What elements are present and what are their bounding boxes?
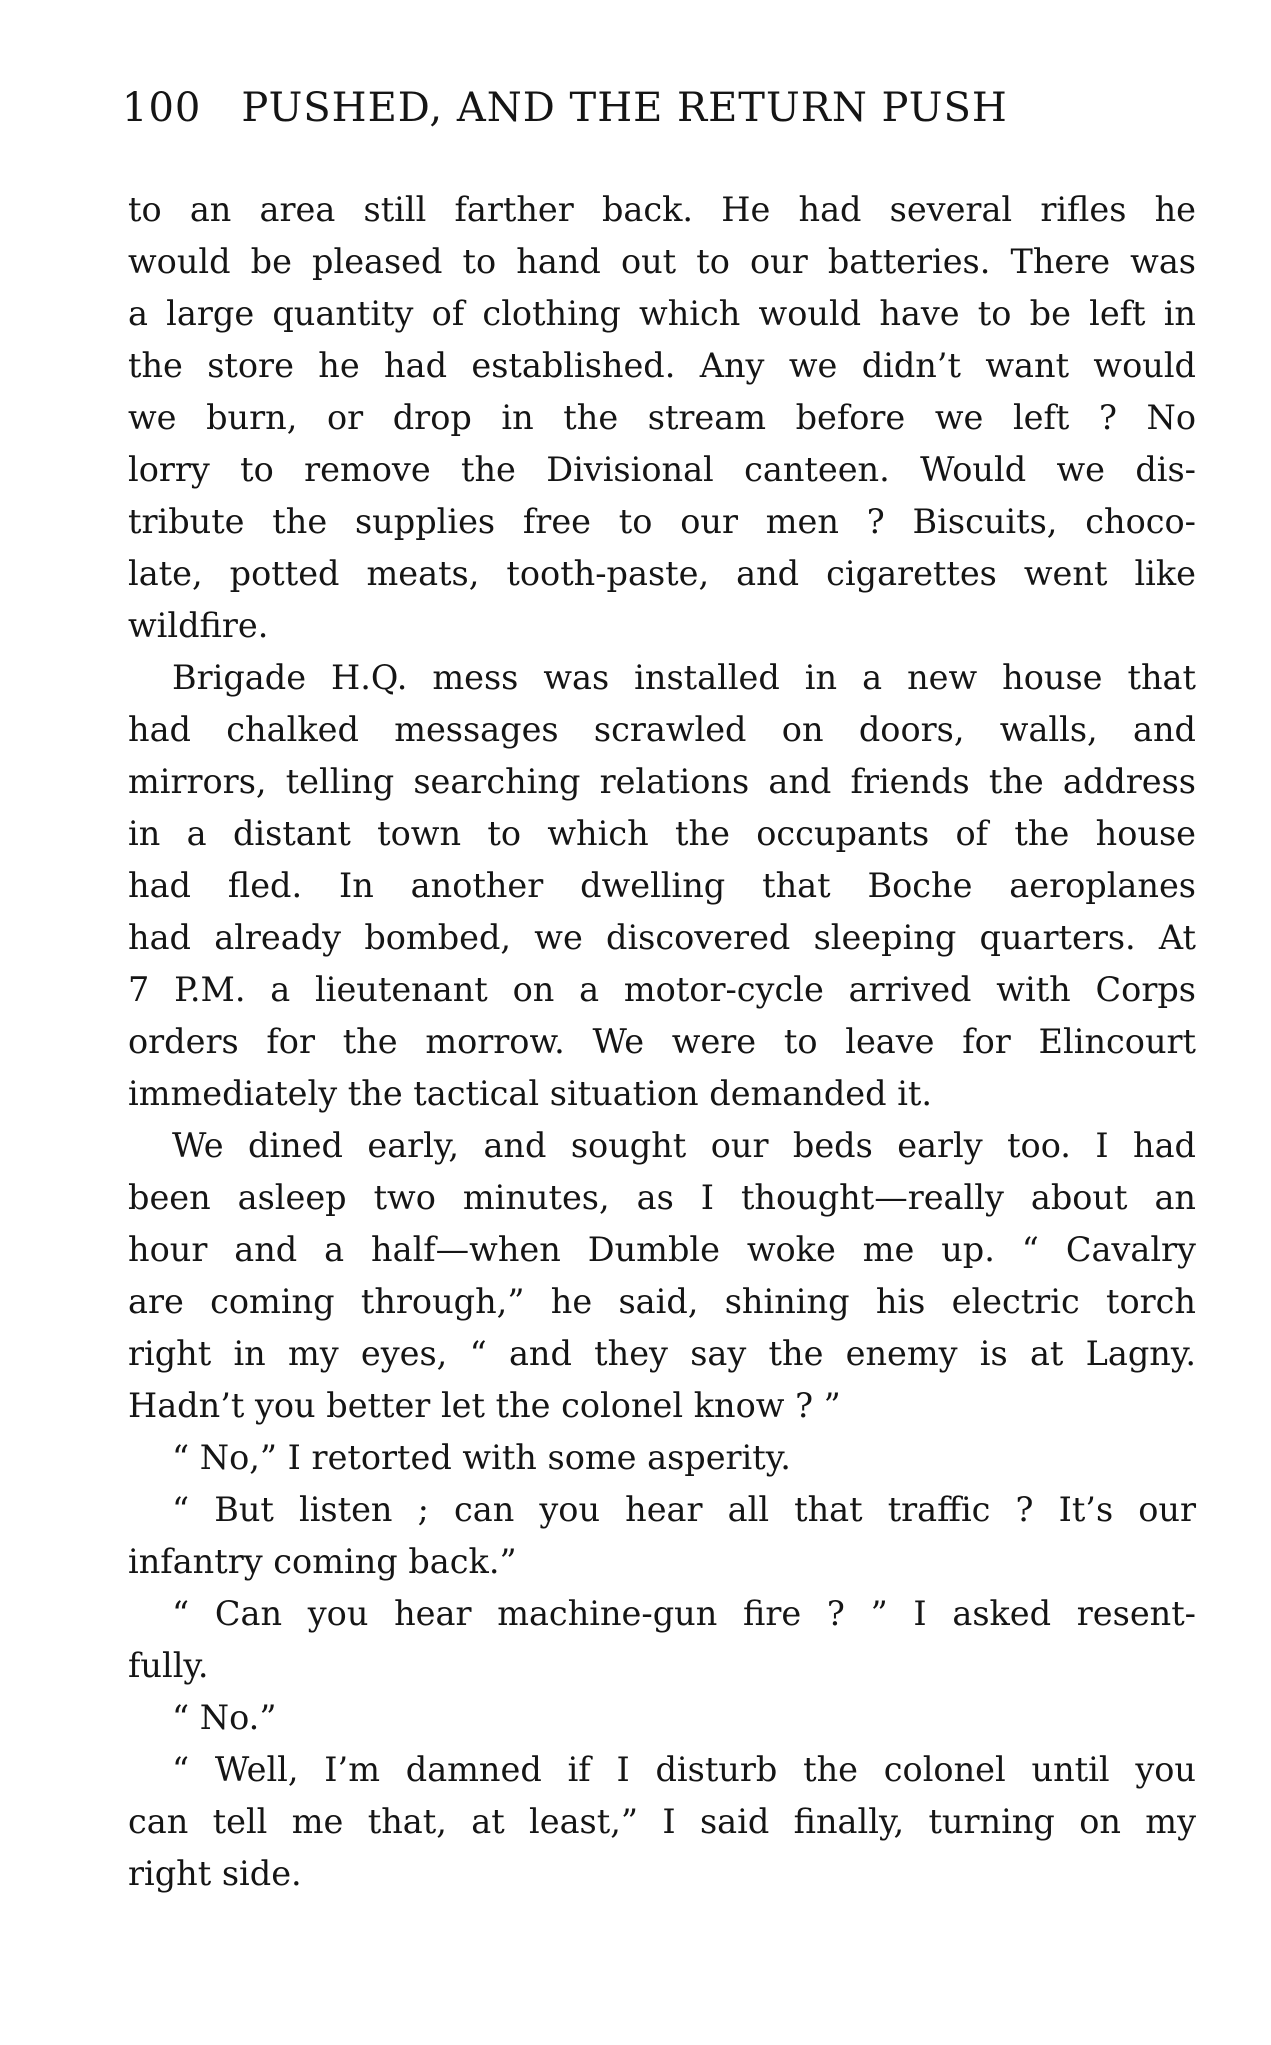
text-line: “ Well, I’m damned if I disturb the colonel until you: [172, 1750, 1196, 1789]
page-number: 100: [122, 85, 202, 131]
text-line: We dined early, and sought our beds early too. I had: [172, 1126, 1196, 1165]
text-line: wildfire.: [128, 606, 269, 645]
text-line: to an area still farther back. He had several rifles he: [128, 190, 1196, 229]
text-line: had chalked messages scrawled on doors, walls, and: [128, 710, 1196, 749]
text-line: can tell me that, at least,” I said finally, turning on my: [128, 1802, 1196, 1841]
text-line: hour and a half—when Dumble woke me up. “ Cavalry: [128, 1230, 1196, 1269]
body-text: [128, 184, 1196, 1900]
text-line: had fled. In another dwelling that Boche aeroplanes: [128, 866, 1196, 905]
text-line: “ Can you hear machine-gun fire ? ” I asked resent-: [172, 1594, 1196, 1633]
running-head: [122, 84, 1122, 132]
text-line: fully.: [128, 1646, 209, 1685]
text-line: been asleep two minutes, as I thought—really about an: [128, 1178, 1196, 1217]
text-line: “ But listen ; can you hear all that traffic ? It’s our: [172, 1490, 1196, 1529]
text-line: orders for the morrow. We were to leave for Elincourt: [128, 1022, 1196, 1061]
text-line: mirrors, telling searching relations and friends the address: [128, 762, 1196, 801]
text-line: a large quantity of clothing which would have to be left in: [128, 294, 1196, 333]
text-line: we burn, or drop in the stream before we left ? No: [128, 398, 1196, 437]
text-line: “ No,” I retorted with some asperity.: [172, 1438, 791, 1477]
running-title: PUSHED, AND THE RETURN PUSH: [241, 85, 1008, 131]
text-line: immediately the tactical situation demanded it.: [128, 1074, 933, 1113]
text-line: tribute the supplies free to our men ? Biscuits, choco-: [128, 502, 1196, 541]
text-line: 7 P.M. a lieutenant on a motor-cycle arrived with Corps: [128, 970, 1196, 1009]
text-line: right side.: [128, 1854, 302, 1893]
text-line: Brigade H.Q. mess was installed in a new house that: [172, 658, 1196, 697]
text-line: right in my eyes, “ and they say the enemy is at Lagny.: [128, 1334, 1196, 1373]
text-line: had already bombed, we discovered sleeping quarters. At: [128, 918, 1196, 957]
text-line: in a distant town to which the occupants of the house: [128, 814, 1196, 853]
text-line: are coming through,” he said, shining his electric torch: [128, 1282, 1196, 1321]
text-line: the store he had established. Any we didn’t want would: [128, 346, 1196, 385]
text-line: lorry to remove the Divisional canteen. Would we dis-: [128, 450, 1196, 489]
text-line: late, potted meats, tooth-paste, and cigarettes went like: [128, 554, 1196, 593]
text-line: infantry coming back.”: [128, 1542, 517, 1581]
text-line: would be pleased to hand out to our batteries. There was: [128, 242, 1196, 281]
text-line: “ No.”: [172, 1698, 277, 1737]
text-line: Hadn’t you better let the colonel know ? ”: [128, 1386, 841, 1425]
